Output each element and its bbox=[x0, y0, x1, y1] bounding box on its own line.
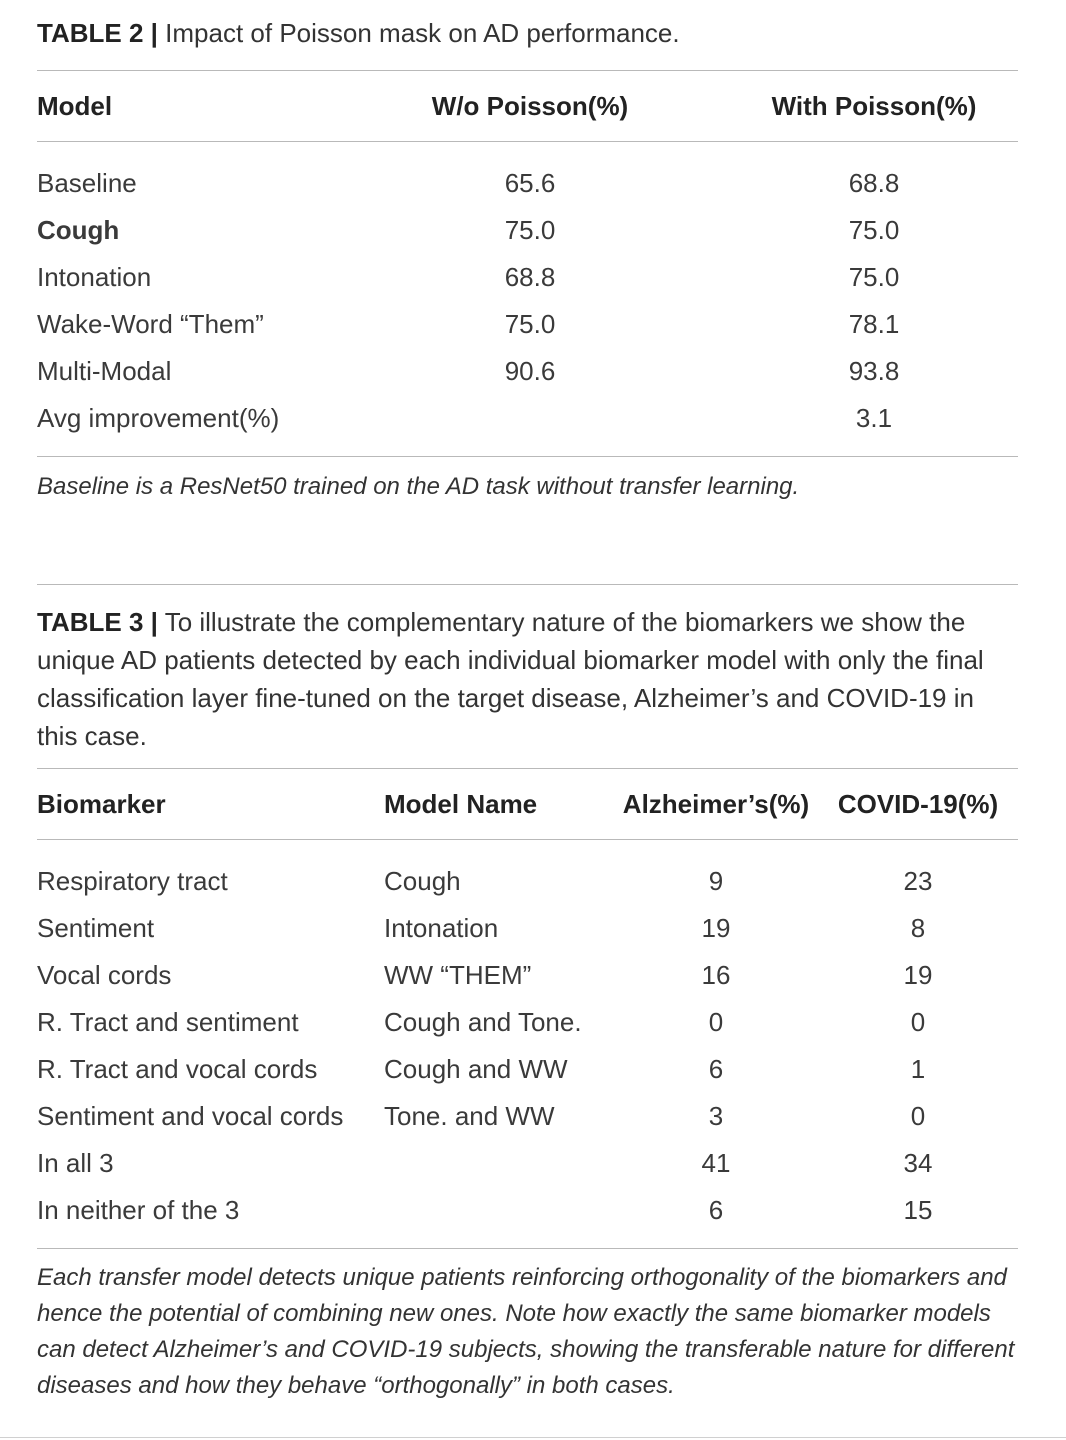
table3-header-alz: Alzheimer’s(%) bbox=[622, 788, 810, 819]
table3-cell-alz: 6 bbox=[708, 1195, 724, 1225]
table3-cell-alz: 16 bbox=[701, 960, 731, 990]
table-row bbox=[37, 858, 1018, 905]
table2-cell-without: 90.6 bbox=[504, 356, 556, 386]
table3-label: TABLE 3 | bbox=[37, 607, 158, 637]
table3-cell-covid: 15 bbox=[903, 1195, 933, 1225]
table2-header-without: W/o Poisson(%) bbox=[431, 90, 629, 121]
table3-cell-alz: 3 bbox=[708, 1101, 724, 1131]
table3-cell-covid: 34 bbox=[903, 1148, 933, 1178]
table3-cell-model bbox=[384, 1140, 614, 1187]
table3 bbox=[37, 769, 1018, 1234]
table-row bbox=[37, 254, 1018, 301]
table3-cell-biomarker: In neither of the 3 bbox=[37, 1195, 240, 1225]
table2-header-row bbox=[37, 71, 1018, 142]
table2-cell-without: 65.6 bbox=[504, 168, 556, 198]
table3-cell-covid: 23 bbox=[903, 866, 933, 896]
table2-cell-with: 93.8 bbox=[848, 356, 900, 386]
table-row bbox=[37, 952, 1018, 999]
table2-header-with: With Poisson(%) bbox=[771, 90, 977, 121]
table3-top-rule bbox=[37, 584, 1018, 585]
page-bottom-rule bbox=[0, 1437, 1066, 1438]
table-row bbox=[37, 1187, 1018, 1234]
table3-cell-alz: 0 bbox=[708, 1007, 724, 1037]
table2-cell-with: 3.1 bbox=[855, 403, 893, 433]
table-row bbox=[37, 1140, 1018, 1187]
table-row bbox=[37, 1046, 1018, 1093]
table2-cell-without: 75.0 bbox=[504, 215, 556, 245]
table3-cell-biomarker: R. Tract and sentiment bbox=[37, 1007, 299, 1037]
table3-cell-biomarker: Sentiment bbox=[37, 913, 155, 943]
table3-cell-alz: 19 bbox=[701, 913, 731, 943]
table3-cell-alz: 9 bbox=[708, 866, 724, 896]
table2-label: TABLE 2 | bbox=[37, 18, 158, 48]
table3-header-row bbox=[37, 769, 1018, 840]
table-row bbox=[37, 207, 1018, 254]
table3-cell-alz: 6 bbox=[708, 1054, 724, 1084]
table2-cell-with: 75.0 bbox=[848, 262, 900, 292]
table3-bottom-rule bbox=[37, 1248, 1018, 1249]
table2-footnote: Baseline is a ResNet50 trained on the AD task without transfer learning. bbox=[37, 473, 800, 500]
table3-cell-alz: 41 bbox=[701, 1148, 731, 1178]
table3-header-model: Model Name bbox=[384, 788, 538, 819]
table3-cell-biomarker: Vocal cords bbox=[37, 960, 172, 990]
table2-cell-without bbox=[382, 395, 678, 442]
table2-bottom-rule bbox=[37, 456, 1018, 457]
table3-cell-model: WW “THEM” bbox=[384, 960, 532, 990]
table3-cell-model: Tone. and WW bbox=[384, 1101, 555, 1131]
table3-cell-biomarker: Respiratory tract bbox=[37, 866, 228, 896]
table2-cell-model: Multi-Modal bbox=[37, 356, 172, 386]
table-row bbox=[37, 999, 1018, 1046]
table3-header-covid: COVID-19(%) bbox=[837, 788, 999, 819]
table2-cell-without: 75.0 bbox=[504, 309, 556, 339]
table-row bbox=[37, 905, 1018, 952]
table3-cell-biomarker: R. Tract and vocal cords bbox=[37, 1054, 318, 1084]
table3-cell-covid: 1 bbox=[910, 1054, 926, 1084]
table3-title: To illustrate the complementary nature of the biomarkers we show the unique AD patients detected by each individual biomarker model with only the final classification layer fine-tuned on the target disease, Alzheimer’s and COVID-19 in this case. bbox=[37, 607, 984, 751]
table3-header-biomarker: Biomarker bbox=[37, 788, 166, 819]
table3-footnote: Each transfer model detects unique patients reinforcing orthogonality of the biomarkers and hence the potential of combining new ones. Note how exactly the same biomarker models can detect Alzheimer’s and COVID-19 subjects, showing the transferable nature for different diseases and how they behave “orthogonally” in both cases. bbox=[37, 1264, 1015, 1399]
table2-cell-model: Wake-Word “Them” bbox=[37, 309, 264, 339]
table3-cell-covid: 0 bbox=[910, 1101, 926, 1131]
table2-cell-model: Baseline bbox=[37, 168, 137, 198]
table3-cell-model: Cough bbox=[384, 866, 461, 896]
table3-cell-biomarker: Sentiment and vocal cords bbox=[37, 1101, 344, 1131]
table3-cell-covid: 19 bbox=[903, 960, 933, 990]
table3-cell-covid: 8 bbox=[910, 913, 926, 943]
table3-caption bbox=[37, 603, 1018, 755]
table3-cell-model: Intonation bbox=[384, 913, 499, 943]
table2-caption bbox=[37, 14, 1018, 52]
table2-cell-model: Intonation bbox=[37, 262, 152, 292]
table2-cell-model: Avg improvement(%) bbox=[37, 403, 280, 433]
table3-body bbox=[37, 840, 1018, 1235]
table2-cell-with: 78.1 bbox=[848, 309, 900, 339]
table2-header-model: Model bbox=[37, 90, 113, 121]
table2-cell-with: 68.8 bbox=[848, 168, 900, 198]
table-row bbox=[37, 395, 1018, 442]
table3-cell-covid: 0 bbox=[910, 1007, 926, 1037]
table3-cell-biomarker: In all 3 bbox=[37, 1148, 114, 1178]
table3-cell-model bbox=[384, 1187, 614, 1234]
table2-body bbox=[37, 142, 1018, 443]
table2-cell-model: Cough bbox=[37, 215, 120, 245]
table2-cell-without: 68.8 bbox=[504, 262, 556, 292]
table2-cell-with: 75.0 bbox=[848, 215, 900, 245]
table-row bbox=[37, 160, 1018, 207]
table3-cell-model: Cough and Tone. bbox=[384, 1007, 582, 1037]
table2-title: Impact of Poisson mask on AD performance. bbox=[165, 18, 680, 48]
table-row bbox=[37, 348, 1018, 395]
table-row bbox=[37, 301, 1018, 348]
table2 bbox=[37, 71, 1018, 442]
table3-cell-model: Cough and WW bbox=[384, 1054, 568, 1084]
table-row bbox=[37, 1093, 1018, 1140]
